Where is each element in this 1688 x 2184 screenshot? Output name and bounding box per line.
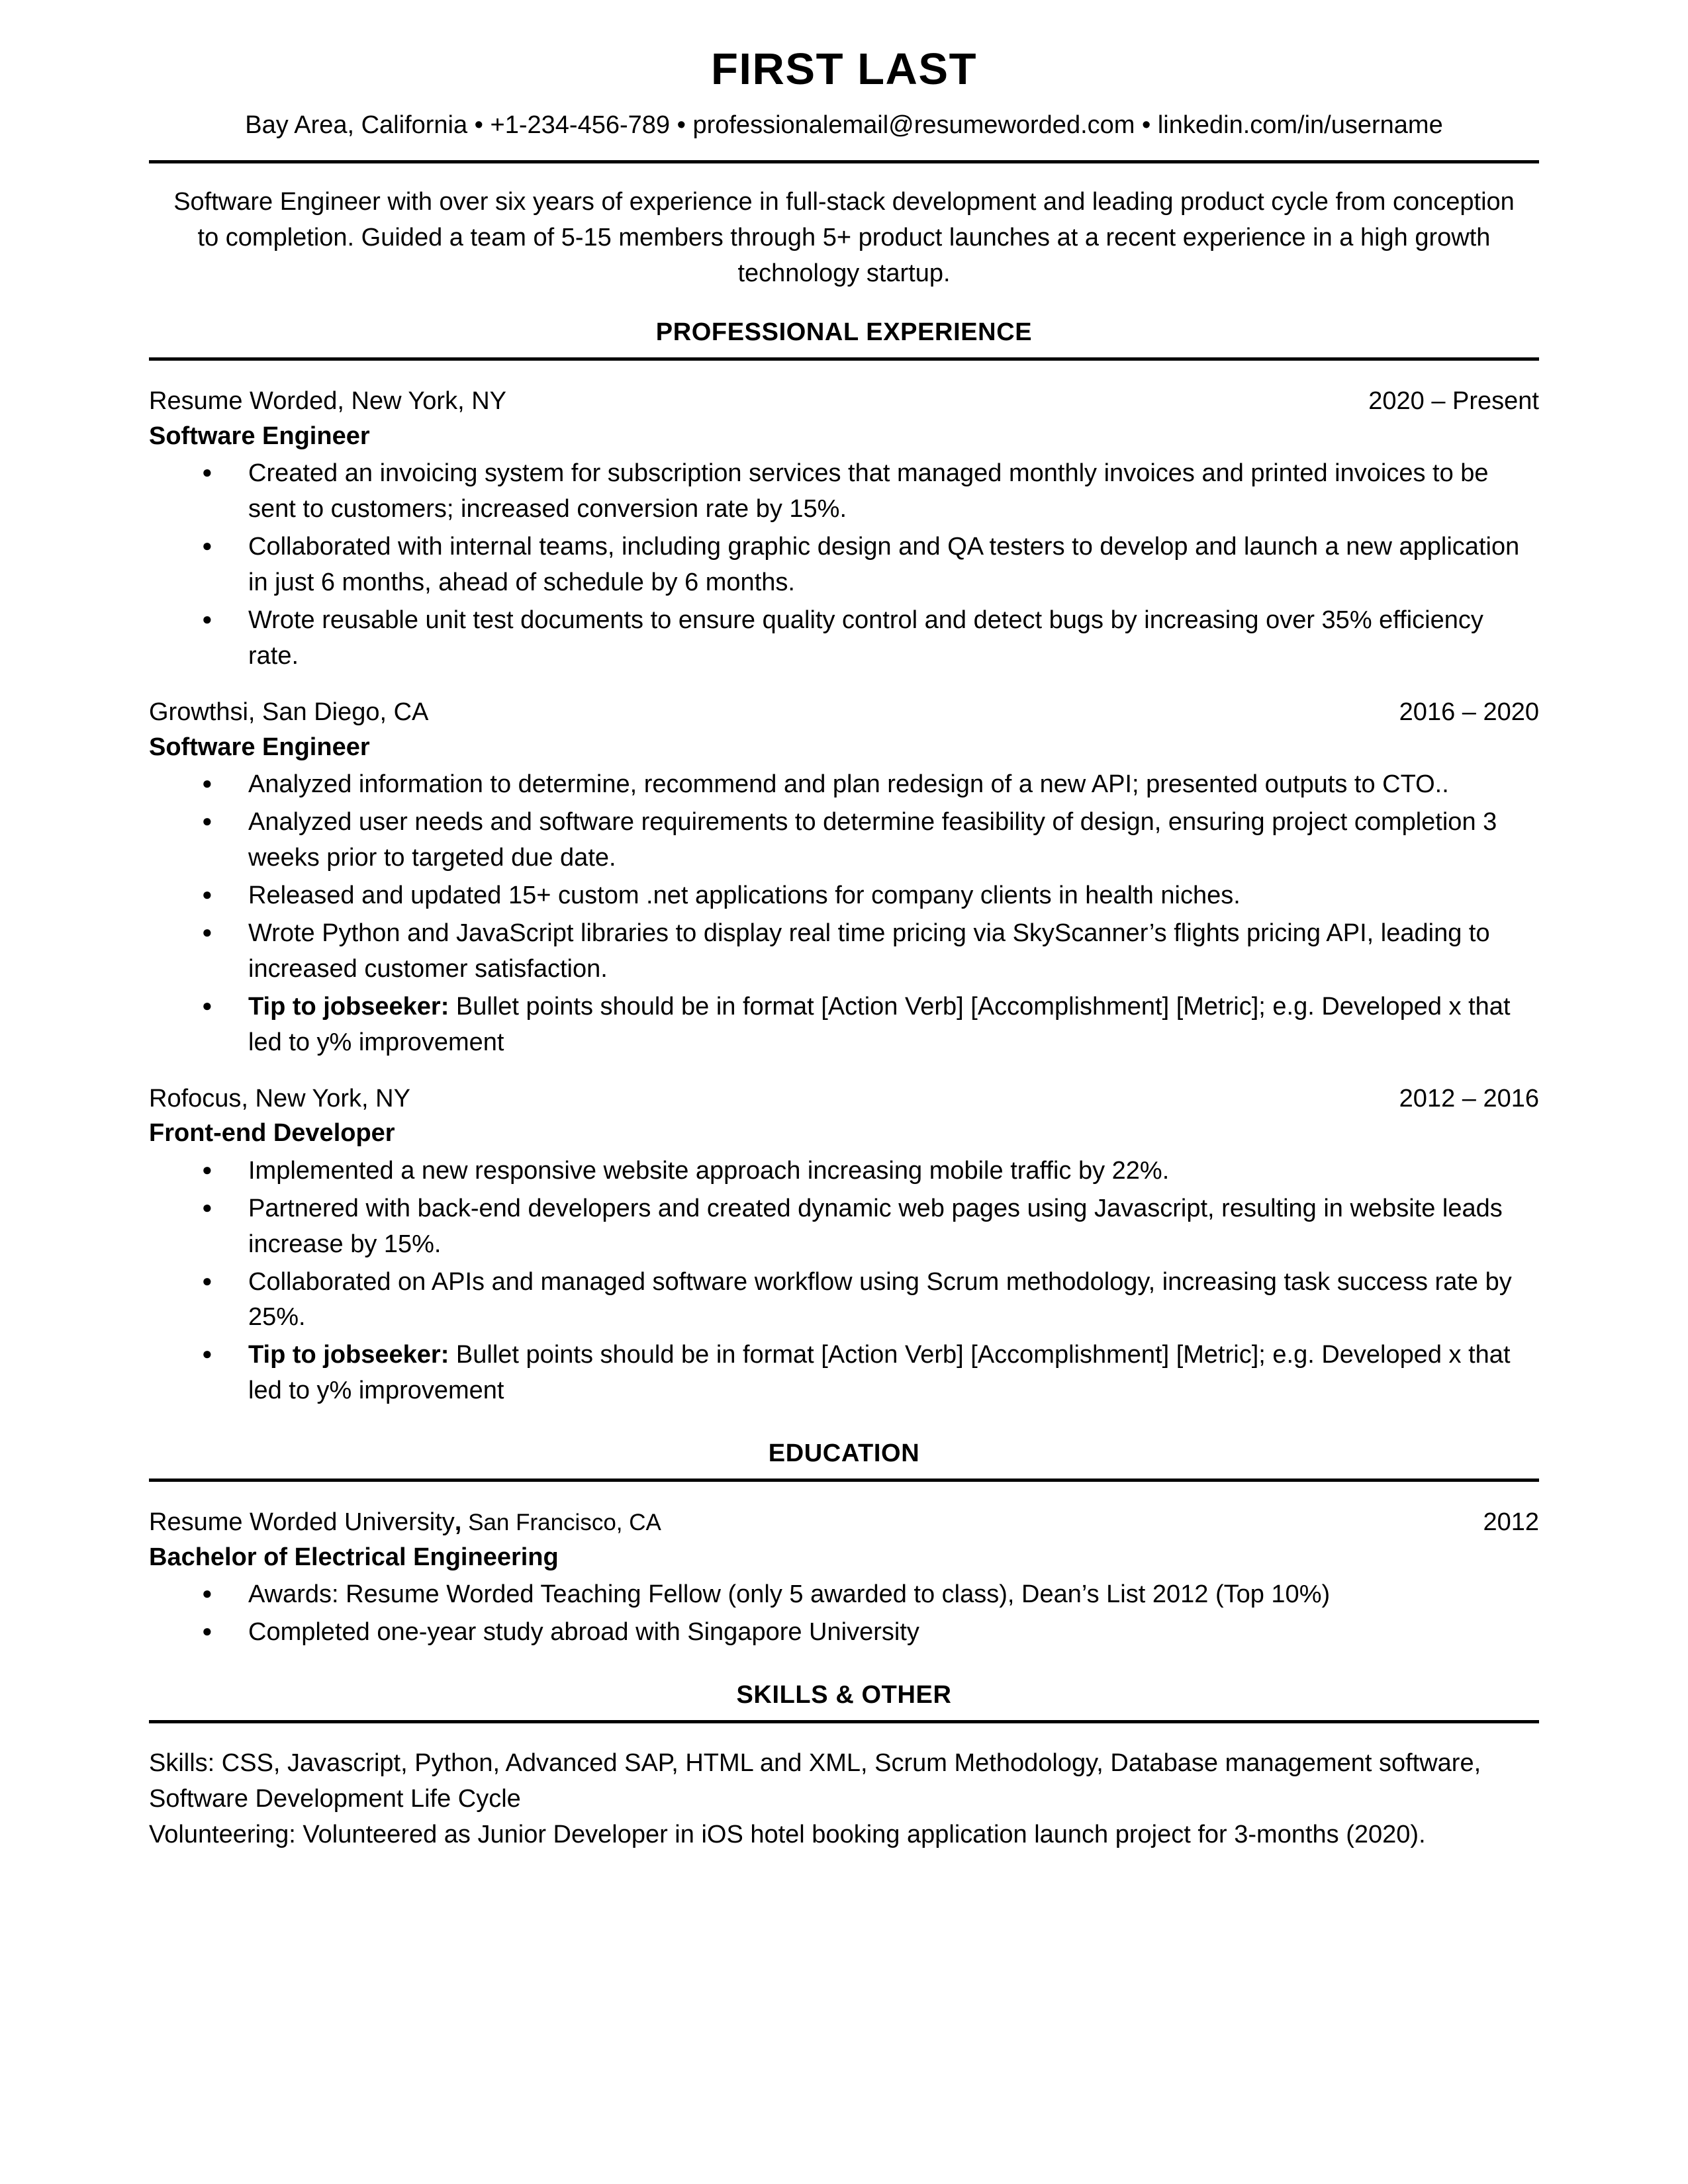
- experience-date: 2020 – Present: [1368, 387, 1539, 416]
- bullet-item: [149, 767, 1539, 803]
- bullet-lead: Tip to jobseeker:: [248, 992, 449, 1021]
- bullet-text: Bullet points should be in format [Action Verb] [Accomplishment] [Metric]; e.g. Developed x that led to y% improvement: [248, 1341, 1511, 1405]
- skills-line: Skills: CSS, Javascript, Python, Advanced SAP, HTML and XML, Scrum Methodology, Database management software, Software Development Life Cycle: [149, 1749, 1481, 1813]
- bullet-text: Wrote reusable unit test documents to ensure quality control and detect bugs by increasing over 35% efficiency rate.: [248, 606, 1483, 670]
- bullet-item: [149, 529, 1539, 601]
- experience-divider: [149, 357, 1539, 361]
- bullet-text: Partnered with back-end developers and created dynamic web pages using Javascript, resulting in website leads increase by 15%.: [248, 1194, 1503, 1258]
- candidate-name: FIRST LAST: [710, 44, 978, 94]
- experience-entry-header: [149, 697, 1539, 729]
- bullet-item: [149, 456, 1539, 527]
- experience-entry: [149, 386, 1539, 674]
- education-school-comma: ,: [454, 1508, 462, 1537]
- bullet-item: [149, 1615, 1539, 1651]
- bullet-text: Awards: Resume Worded Teaching Fellow (only 5 awarded to class), Dean’s List 2012 (Top 10%): [248, 1580, 1331, 1609]
- experience-role: Software Engineer: [149, 733, 370, 761]
- education-school-location: San Francisco, CA: [461, 1510, 661, 1536]
- bullet-text: Completed one-year study abroad with Singapore University: [248, 1618, 919, 1647]
- education-date: 2012: [1483, 1508, 1539, 1537]
- bullet-text: Collaborated on APIs and managed software workflow using Scrum methodology, increasing task success rate by 25%.: [248, 1267, 1512, 1332]
- bullet-item: [149, 1154, 1539, 1189]
- experience-date: 2016 – 2020: [1399, 698, 1539, 727]
- bullet-item: [149, 916, 1539, 987]
- education-entry-header: [149, 1507, 1539, 1539]
- experience-organization: Rofocus, New York, NY: [149, 1084, 410, 1113]
- experience-role: Software Engineer: [149, 422, 370, 450]
- education-degree: Bachelor of Electrical Engineering: [149, 1543, 559, 1571]
- experience-organization: Growthsi, San Diego, CA: [149, 698, 429, 727]
- bullet-item-tip: [149, 1338, 1539, 1409]
- experience-bullets: [149, 456, 1539, 674]
- experience-entry: [149, 1083, 1539, 1410]
- bullet-item: [149, 1191, 1539, 1263]
- skills-block: [149, 1746, 1539, 1853]
- bullet-lead: Tip to jobseeker:: [248, 1341, 449, 1369]
- bullet-item: [149, 878, 1539, 914]
- bullet-text: Released and updated 15+ custom .net applications for company clients in health niches.: [248, 881, 1241, 909]
- volunteering-line: Volunteering: Volunteered as Junior Developer in iOS hotel booking application launch project for 3-months (2020).: [149, 1821, 1426, 1849]
- header-divider: [149, 160, 1539, 163]
- bullet-item: [149, 805, 1539, 876]
- bullet-item: [149, 1577, 1539, 1613]
- experience-list: [149, 386, 1539, 1409]
- bullet-text: Created an invoicing system for subscription services that managed monthly invoices and printed invoices to be sent to customers; increased conversion rate by 15%.: [248, 459, 1489, 523]
- education-entry: [149, 1507, 1539, 1651]
- contact-line: Bay Area, California • +1-234-456-789 • professionalemail@resumeworded.com • linkedin.com/in/username: [245, 111, 1443, 140]
- education-school-name: Resume Worded University: [149, 1508, 455, 1537]
- education-divider: [149, 1479, 1539, 1482]
- experience-bullets: [149, 767, 1539, 1061]
- education-school: [149, 1507, 661, 1539]
- bullet-text: Implemented a new responsive website approach increasing mobile traffic by 22%.: [248, 1156, 1170, 1185]
- summary-paragraph: Software Engineer with over six years of experience in full-stack development and leading product cycle from conception to completion. Guided a team of 5-15 members through 5+ product launches at a recent experience in a high growth technology startup.: [173, 188, 1515, 288]
- bullet-text: Bullet points should be in format [Action Verb] [Accomplishment] [Metric]; e.g. Developed x that led to y% improvement: [248, 992, 1511, 1056]
- experience-bullets: [149, 1154, 1539, 1410]
- bullet-item-tip: [149, 989, 1539, 1061]
- bullet-text: Wrote Python and JavaScript libraries to display real time pricing via SkyScanner’s flights pricing API, leading to increased customer satisfaction.: [248, 919, 1490, 983]
- bullet-text: Analyzed user needs and software requirements to determine feasibility of design, ensuring project completion 3 weeks prior to targeted due date.: [248, 807, 1497, 872]
- section-heading-skills: SKILLS & OTHER: [736, 1681, 952, 1709]
- bullet-item: [149, 1265, 1539, 1336]
- experience-entry-header: [149, 1083, 1539, 1115]
- experience-role: Front-end Developer: [149, 1119, 395, 1148]
- experience-organization: Resume Worded, New York, NY: [149, 387, 506, 416]
- bullet-text: Analyzed information to determine, recommend and plan redesign of a new API; presented outputs to CTO..: [248, 770, 1449, 799]
- bullet-text: Collaborated with internal teams, including graphic design and QA testers to develop and launch a new application in just 6 months, ahead of schedule by 6 months.: [248, 533, 1520, 597]
- experience-entry-header: [149, 386, 1539, 418]
- education-bullets: [149, 1577, 1539, 1651]
- experience-entry: [149, 697, 1539, 1061]
- section-heading-experience: PROFESSIONAL EXPERIENCE: [655, 318, 1033, 347]
- section-heading-education: EDUCATION: [768, 1439, 920, 1468]
- skills-divider: [149, 1720, 1539, 1723]
- bullet-item: [149, 603, 1539, 674]
- experience-date: 2012 – 2016: [1399, 1084, 1539, 1113]
